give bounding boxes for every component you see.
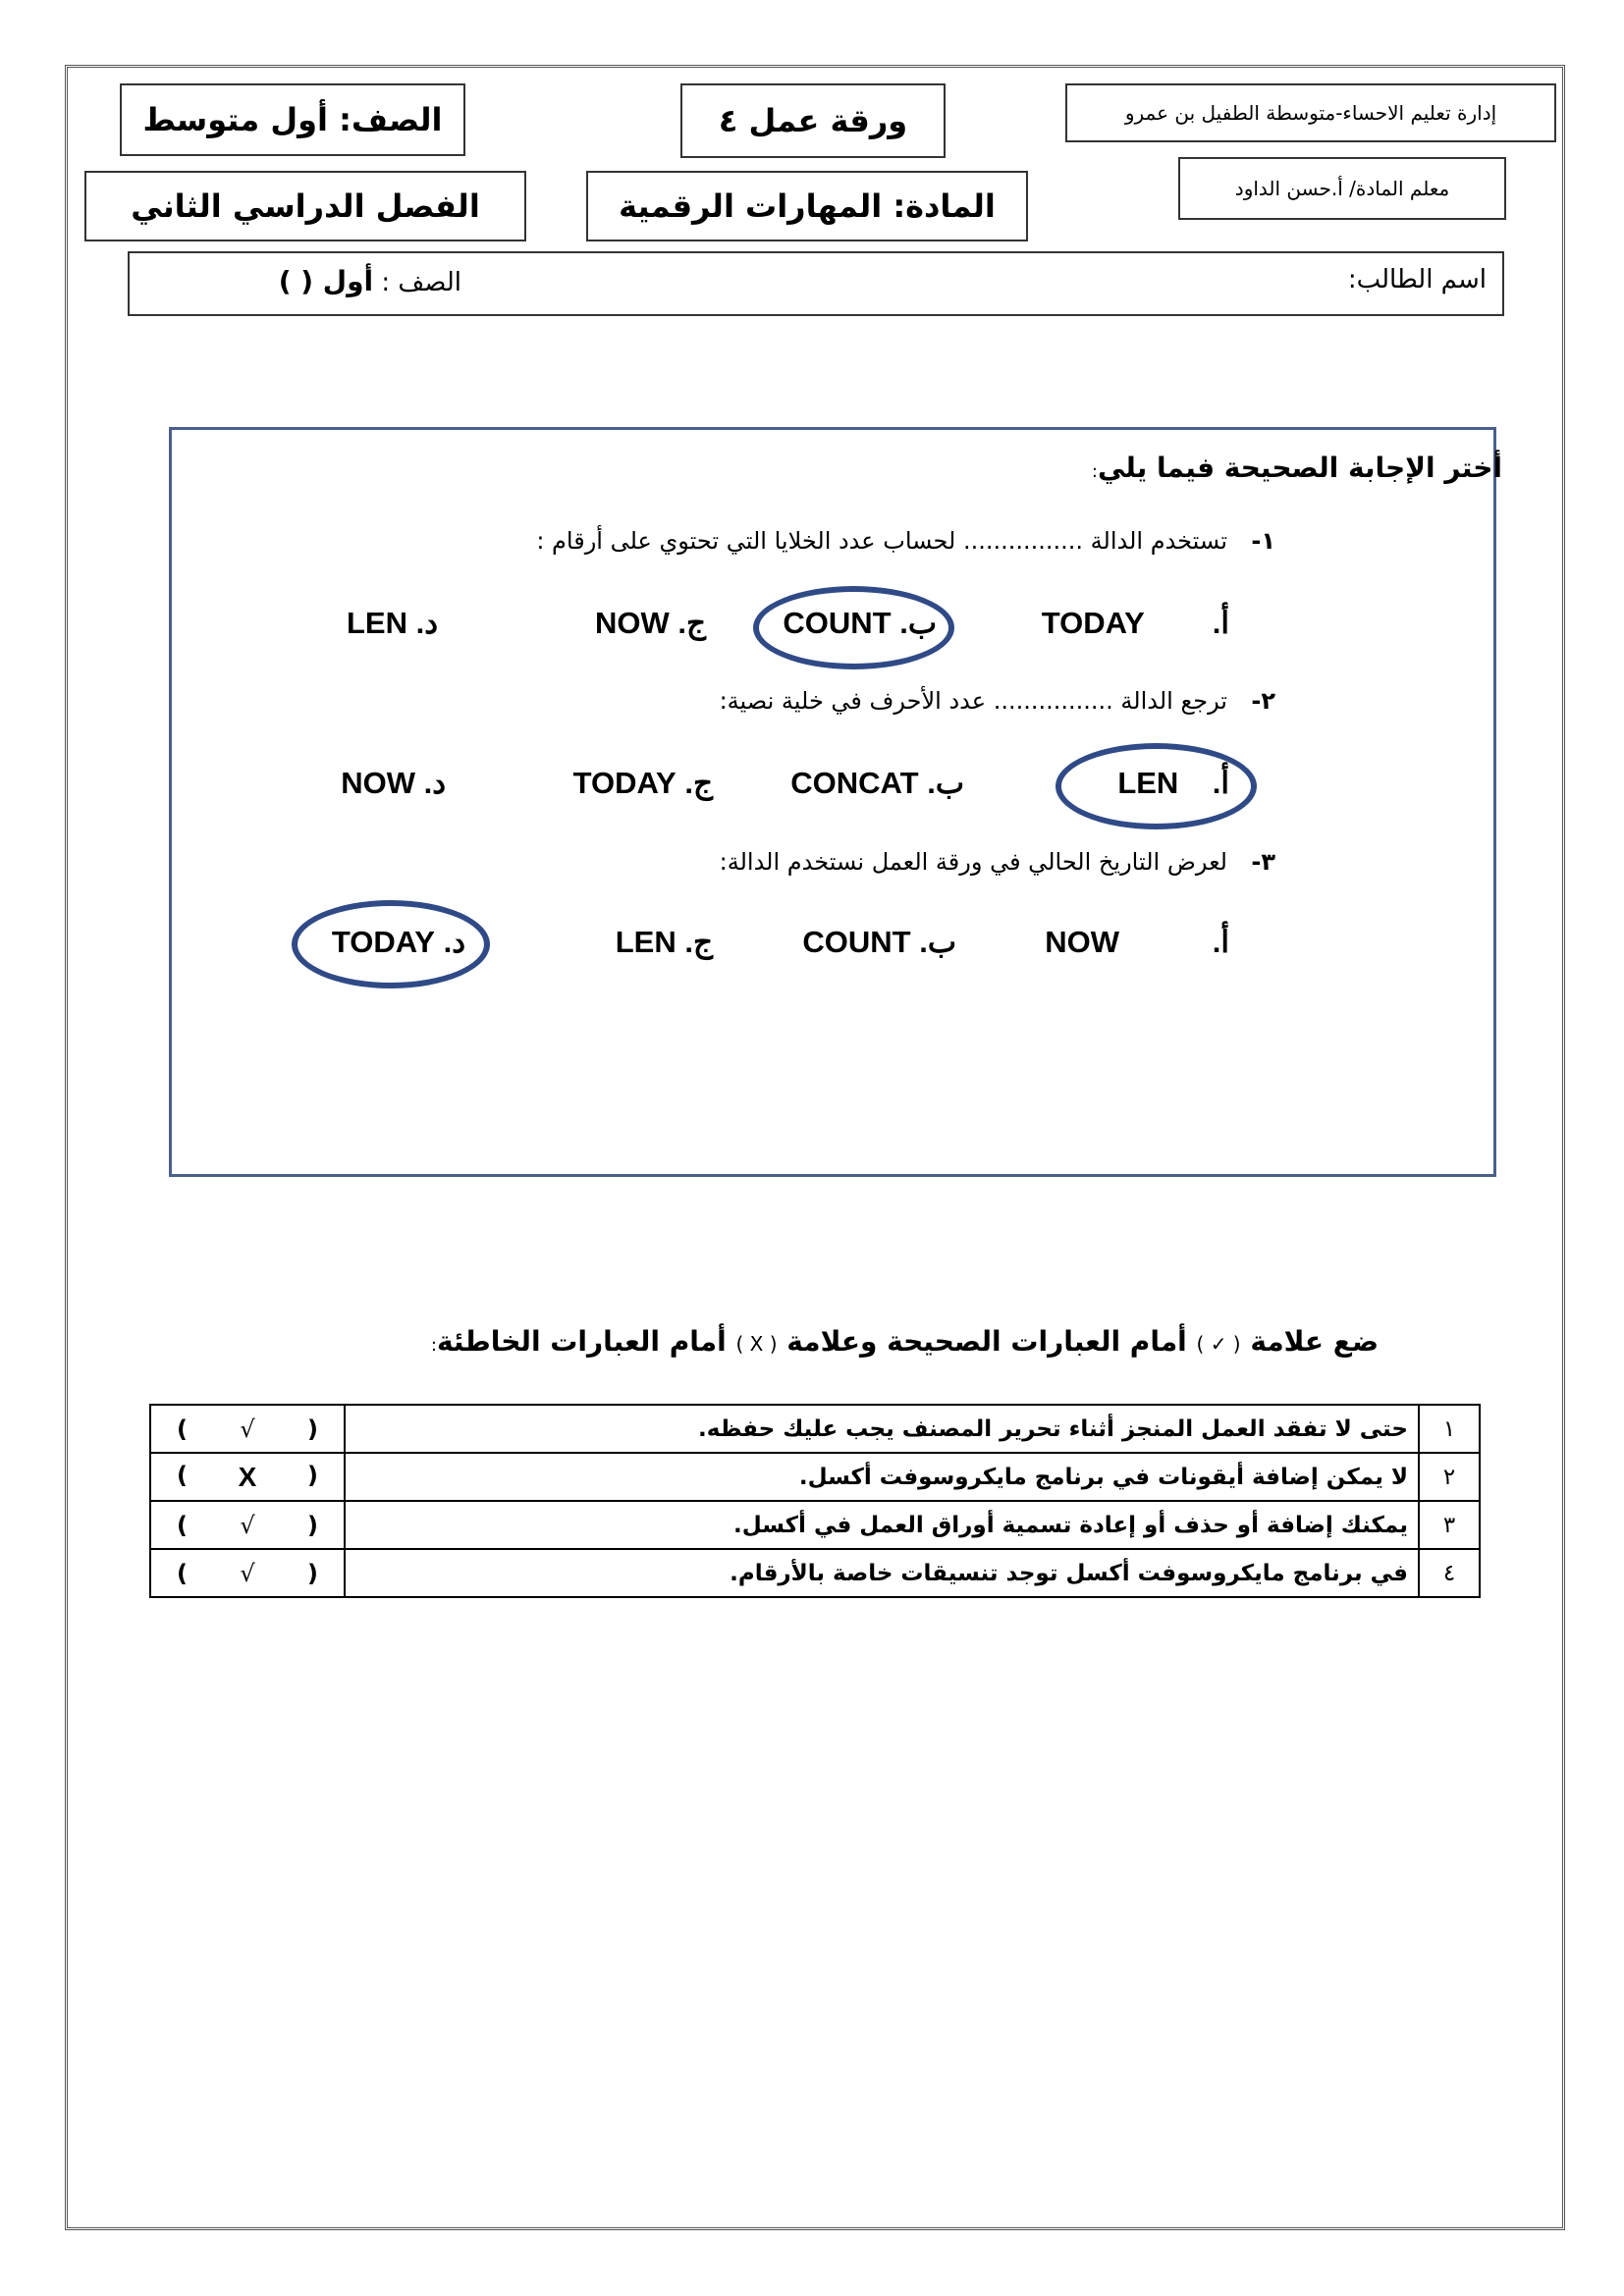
option-d[interactable] <box>347 606 438 641</box>
question-number: ٣- <box>1251 848 1275 876</box>
option-value: LEN <box>1117 766 1179 800</box>
row-number: ٤ <box>1419 1549 1480 1597</box>
selected-answer-circle <box>753 586 954 669</box>
grade-label: الصف: أول متوسط <box>142 101 443 138</box>
selected-answer-circle <box>1056 743 1257 829</box>
option-c[interactable] <box>616 925 713 960</box>
table-row <box>150 1405 1480 1453</box>
tf-title-colon: : <box>430 1335 437 1356</box>
statement: حتى لا تفقد العمل المنجز أثناء تحرير المصنف يجب عليك حفظه. <box>345 1405 1419 1453</box>
question-number: ١- <box>1251 527 1275 555</box>
answer-cell[interactable] <box>150 1501 345 1549</box>
option-letter: ب. <box>899 606 937 640</box>
option-letter: أ. <box>1212 925 1229 959</box>
answer-mark: √ <box>240 1415 255 1443</box>
option-letter: ج. <box>677 606 706 640</box>
option-value: NOW <box>341 766 415 800</box>
semester-label: الفصل الدراسي الثاني <box>131 187 480 225</box>
subject-label: المادة: المهارات الرقمية <box>619 187 996 225</box>
subject-box <box>586 171 1028 241</box>
tf-title-mid: أمام العبارات الصحيحة وعلامة <box>786 1325 1187 1358</box>
mcq-title-text: أختر الإجابة الصحيحة فيما يلي <box>1097 452 1502 484</box>
close-paren: ) <box>177 1415 188 1443</box>
option-value: LEN <box>346 606 407 640</box>
option-b[interactable] <box>802 925 956 960</box>
grade-box <box>120 83 465 156</box>
tf-title-end: أمام العبارات الخاطئة <box>436 1325 727 1358</box>
worksheet-box <box>680 83 946 158</box>
option-value: CONCAT <box>790 766 919 800</box>
statement: في برنامج مايكروسوفت أكسل توجد تنسيقات خاصة بالأرقام. <box>345 1549 1419 1597</box>
answer-mark: √ <box>240 1511 255 1539</box>
statement: يمكنك إضافة أو حذف أو إعادة تسمية أوراق العمل في أكسل. <box>345 1501 1419 1549</box>
student-class[interactable] <box>279 265 461 297</box>
true-false-table <box>149 1404 1481 1598</box>
answer-mark: X <box>238 1461 257 1492</box>
option-letter: د. <box>423 766 446 800</box>
answer-cell[interactable] <box>150 1549 345 1597</box>
row-number: ٢ <box>1419 1453 1480 1501</box>
option-letter: د. <box>443 925 465 959</box>
question-text: لعرض التاريخ الحالي في ورقة العمل نستخدم الدالة: <box>719 848 1227 876</box>
check-icon: ( ✓ ) <box>1196 1332 1241 1356</box>
option-letter: ج. <box>684 766 713 800</box>
row-number: ١ <box>1419 1405 1480 1453</box>
close-paren: ) <box>177 1511 188 1539</box>
option-value: TODAY <box>1041 606 1145 640</box>
admin-box <box>1065 83 1556 142</box>
option-c[interactable] <box>573 766 713 801</box>
option-b[interactable] <box>790 766 964 801</box>
semester-box <box>84 171 526 241</box>
option-value: NOW <box>594 606 670 640</box>
student-class-value: أول ( ) <box>278 265 374 297</box>
option-d[interactable] <box>341 766 446 801</box>
option-letter: ب. <box>927 766 964 800</box>
student-info-row <box>128 251 1504 316</box>
close-paren: ) <box>177 1559 188 1587</box>
open-paren: ( <box>307 1559 318 1587</box>
option-letter: أ. <box>1212 606 1229 640</box>
option-value: NOW <box>1045 925 1120 959</box>
option-letter: ب. <box>919 925 956 959</box>
worksheet-title: ورقة عمل ٤ <box>718 102 908 139</box>
answer-cell[interactable] <box>150 1453 345 1501</box>
statement: لا يمكن إضافة أيقونات في برنامج مايكروسوفت أكسل. <box>345 1453 1419 1501</box>
option-a[interactable] <box>1042 606 1229 641</box>
table-row <box>150 1453 1480 1501</box>
row-number: ٣ <box>1419 1501 1480 1549</box>
option-letter: أ. <box>1212 766 1229 800</box>
option-value: COUNT <box>783 606 892 640</box>
option-c[interactable] <box>595 606 706 641</box>
option-value: COUNT <box>802 925 911 959</box>
table-row <box>150 1549 1480 1597</box>
selected-answer-circle <box>292 900 490 988</box>
teacher-box <box>1178 157 1506 220</box>
tf-title-start: ضع علامة <box>1250 1325 1379 1358</box>
open-paren: ( <box>307 1511 318 1539</box>
option-a[interactable] <box>1045 925 1229 960</box>
student-name-label[interactable]: اسم الطالب: <box>1347 265 1487 294</box>
answer-mark: √ <box>240 1559 255 1587</box>
mcq-title-colon: : <box>1091 461 1098 482</box>
option-letter: ج. <box>684 925 713 959</box>
option-letter: د. <box>415 606 438 640</box>
question-number: ٢- <box>1251 687 1275 715</box>
option-value: TODAY <box>572 766 677 800</box>
option-value: LEN <box>615 925 677 959</box>
open-paren: ( <box>307 1415 318 1443</box>
open-paren: ( <box>307 1461 318 1489</box>
admin-label: إدارة تعليم الاحساء-متوسطة الطفيل بن عمرو <box>1124 101 1497 125</box>
student-class-label: الصف : <box>381 268 461 297</box>
x-icon: ( X ) <box>735 1332 778 1356</box>
question-text: ترجع الدالة ................ عدد الأحرف في خلية نصية: <box>719 687 1227 715</box>
table-row <box>150 1501 1480 1549</box>
mcq-title <box>1092 452 1502 484</box>
answer-cell[interactable] <box>150 1405 345 1453</box>
teacher-label: معلم المادة/ أ.حسن الداود <box>1234 177 1450 200</box>
question-text: تستخدم الدالة ................ لحساب عدد الخلايا التي تحتوي على أرقام : <box>536 527 1227 555</box>
option-value: TODAY <box>331 925 435 959</box>
close-paren: ) <box>177 1461 188 1489</box>
true-false-title <box>431 1325 1379 1358</box>
